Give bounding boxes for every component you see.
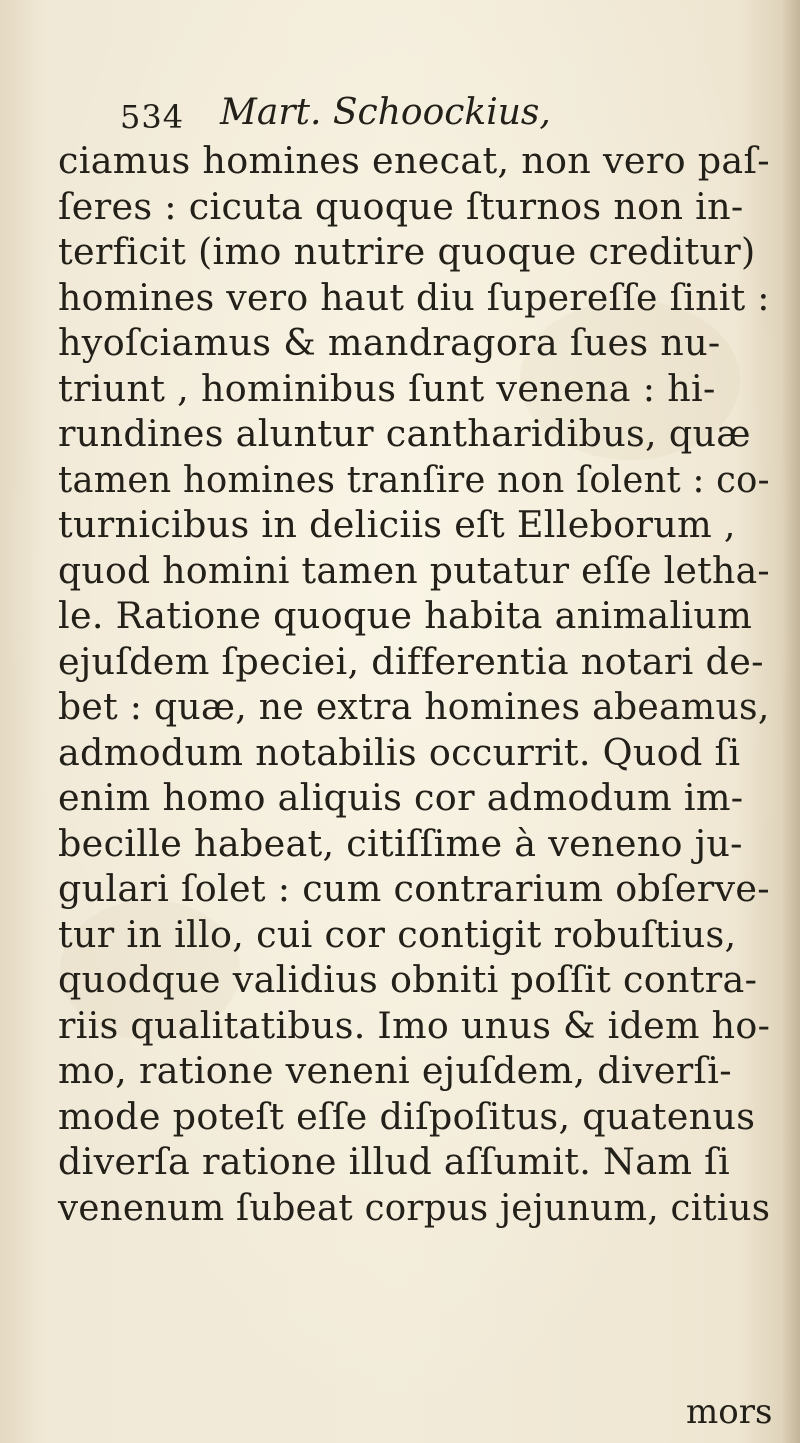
- text-line: gulari ſolet : cum contrarium obſerve-: [58, 867, 770, 910]
- text-line: quodque validius obniti poſſit contra-: [58, 958, 758, 1001]
- text-line: hyoſciamus & mandragora ſues nu-: [58, 321, 721, 364]
- text-line: tamen homines tranſire non ſolent : co-: [58, 457, 770, 501]
- text-line: homines vero haut diu ſupereſſe ſinit :: [58, 275, 770, 319]
- catchword: mors: [686, 1392, 773, 1432]
- text-line: mo, ratione veneni ejuſdem, diverſi-: [58, 1049, 732, 1092]
- text-line: terficit (imo nutrire quoque creditur): [58, 230, 756, 273]
- text-line: rundines aluntur cantharidibus, quæ: [58, 412, 751, 455]
- text-line: ejuſdem ſpeciei, differentia notari de-: [58, 639, 764, 683]
- text-line: mode poteſt eſſe diſpoſitus, quatenus: [58, 1094, 756, 1138]
- text-line: diverſa ratione illud aſſumit. Nam ſi: [58, 1140, 730, 1183]
- text-line: enim homo aliquis cor admodum im-: [58, 776, 744, 819]
- page-number: 534: [120, 98, 185, 136]
- text-line: becille habeat, citiſſime à veneno ju-: [58, 821, 743, 865]
- text-line: le. Ratione quoque habita animalium: [58, 594, 753, 637]
- running-head: Mart. Schoockius,: [220, 92, 551, 133]
- text-line: venenum ſubeat corpus jejunum, citius: [58, 1185, 771, 1229]
- text-line: riis qualitatibus. Imo unus & idem ho-: [58, 1003, 771, 1047]
- text-line: triunt , hominibus ſunt venena : hi-: [58, 366, 716, 410]
- body-text: [58, 138, 770, 1230]
- text-line: ſeres : cicuta quoque ſturnos non in-: [58, 184, 744, 228]
- text-line: bet : quæ, ne extra homines abeamus,: [58, 685, 770, 728]
- page-edge-shadow: [782, 0, 800, 1443]
- text-line: ciamus homines enecat, non vero paſ-: [58, 139, 770, 182]
- text-line: admodum notabilis occurrit. Quod ſi: [58, 730, 741, 774]
- text-line: tur in illo, cui cor contigit robuſtius,: [58, 912, 737, 956]
- page-header: [120, 92, 680, 138]
- text-line: turnicibus in deliciis eſt Elleborum ,: [58, 503, 736, 546]
- text-line: quod homini tamen putatur eſſe letha-: [58, 548, 770, 592]
